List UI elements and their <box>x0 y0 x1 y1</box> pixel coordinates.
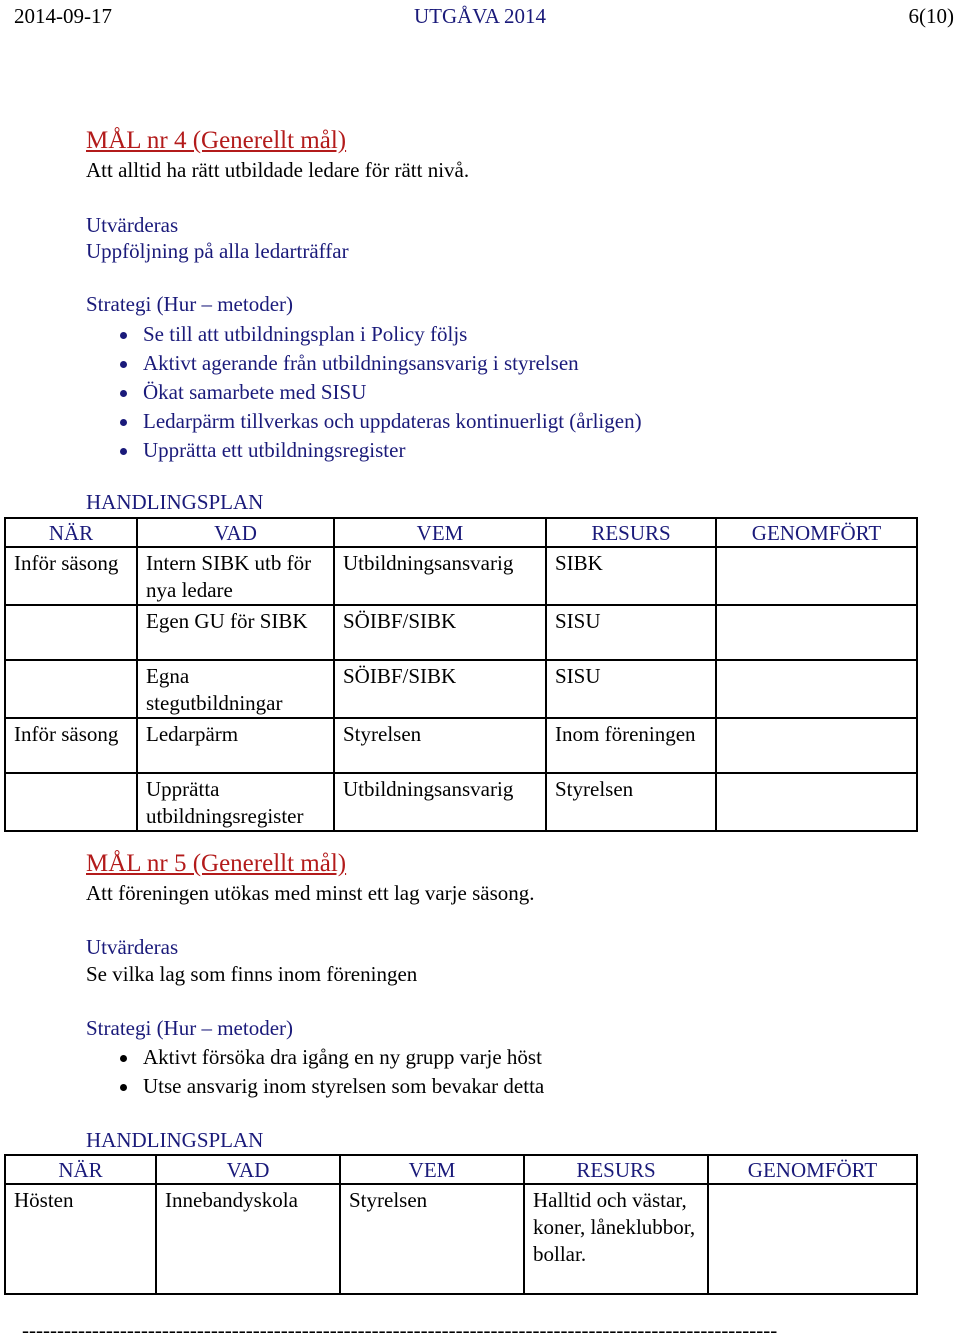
column-header-vem: VEM <box>334 518 546 547</box>
goal5-strategy-list <box>118 1043 544 1101</box>
cell-vad: Egna stegutbildningar <box>137 660 334 718</box>
table-row <box>5 547 917 605</box>
table-row <box>5 1184 917 1294</box>
column-header-resurs: RESURS <box>546 518 716 547</box>
cell-vad: Intern SIBK utb för nya ledare <box>137 547 334 605</box>
column-header-resurs: RESURS <box>524 1155 708 1184</box>
list-item: Aktivt agerande från utbildningsansvarig i styrelsen <box>118 349 642 378</box>
table-header-row <box>5 1155 917 1184</box>
cell-resurs: Styrelsen <box>546 773 716 831</box>
cell-genomfort <box>716 718 917 773</box>
header-page-number: 6(10) <box>908 4 954 28</box>
cell-vem: Utbildningsansvarig <box>334 773 546 831</box>
cell-vem: Styrelsen <box>340 1184 524 1294</box>
cell-vem: SÖIBF/SIBK <box>334 660 546 718</box>
column-header-vad: VAD <box>156 1155 340 1184</box>
goal5-strategy-heading: Strategi (Hur – metoder) <box>86 1016 294 1040</box>
cell-nar <box>5 660 137 718</box>
list-item: Ledarpärm tillverkas och uppdateras kontinuerligt (årligen) <box>118 407 642 436</box>
goal4-strategy-list <box>118 320 642 465</box>
cell-nar: Inför säsong <box>5 718 137 773</box>
goal4-description: Att alltid ha rätt utbildade ledare för rätt nivå. <box>86 158 470 182</box>
cell-vem: Utbildningsansvarig <box>334 547 546 605</box>
column-header-genomfort: GENOMFÖRT <box>708 1155 917 1184</box>
cell-nar: Hösten <box>5 1184 156 1294</box>
goal4-plan-table <box>4 517 918 832</box>
goal4-title: MÅL nr 4 (Generellt mål) <box>86 127 347 154</box>
list-item: Aktivt försöka dra igång en ny grupp varje höst <box>118 1043 544 1072</box>
cell-vad: Ledarpärm <box>137 718 334 773</box>
column-header-vad: VAD <box>137 518 334 547</box>
list-item: Ökat samarbete med SISU <box>118 378 642 407</box>
cell-genomfort <box>716 547 917 605</box>
goal5-title: MÅL nr 5 (Generellt mål) <box>86 850 347 877</box>
table-row <box>5 773 917 831</box>
cell-vad: Upprätta utbildningsregister <box>137 773 334 831</box>
goal5-description: Att föreningen utökas med minst ett lag varje säsong. <box>86 881 535 905</box>
cell-genomfort <box>708 1184 917 1294</box>
list-item: Se till att utbildningsplan i Policy följs <box>118 320 642 349</box>
cell-vem: Styrelsen <box>334 718 546 773</box>
table-row <box>5 718 917 773</box>
cell-resurs: SISU <box>546 605 716 660</box>
cell-vad: Innebandyskola <box>156 1184 340 1294</box>
cell-nar <box>5 605 137 660</box>
table-row <box>5 605 917 660</box>
header-date: 2014-09-17 <box>14 4 112 28</box>
cell-genomfort <box>716 605 917 660</box>
footer-separator: ------------------------------------------------------------------------------------------------------------ <box>22 1318 778 1342</box>
list-item: Upprätta ett utbildningsregister <box>118 436 642 465</box>
cell-vem: SÖIBF/SIBK <box>334 605 546 660</box>
goal4-evaluated-heading: Utvärderas <box>86 213 179 237</box>
goal4-strategy-heading: Strategi (Hur – metoder) <box>86 292 294 316</box>
column-header-nar: NÄR <box>5 518 137 547</box>
column-header-genomfort: GENOMFÖRT <box>716 518 917 547</box>
cell-nar <box>5 773 137 831</box>
cell-resurs: SIBK <box>546 547 716 605</box>
table-header-row <box>5 518 917 547</box>
column-header-vem: VEM <box>340 1155 524 1184</box>
cell-resurs: Halltid och västar, koner, låneklubbor, bollar. <box>524 1184 708 1294</box>
header-edition: UTGÅVA 2014 <box>413 4 547 28</box>
list-item: Utse ansvarig inom styrelsen som bevakar detta <box>118 1072 544 1101</box>
page-header <box>0 4 960 30</box>
column-header-nar: NÄR <box>5 1155 156 1184</box>
cell-vad: Egen GU för SIBK <box>137 605 334 660</box>
goal5-plan-heading: HANDLINGSPLAN <box>86 1128 264 1152</box>
cell-genomfort <box>716 660 917 718</box>
goal5-evaluated-text: Se vilka lag som finns inom föreningen <box>86 962 418 986</box>
goal4-plan-heading: HANDLINGSPLAN <box>86 490 264 514</box>
cell-genomfort <box>716 773 917 831</box>
table-row <box>5 660 917 718</box>
cell-nar: Inför säsong <box>5 547 137 605</box>
goal5-evaluated-heading: Utvärderas <box>86 935 179 959</box>
goal4-evaluated-text: Uppföljning på alla ledarträffar <box>86 239 349 263</box>
goal5-plan-table <box>4 1154 918 1295</box>
cell-resurs: Inom föreningen <box>546 718 716 773</box>
cell-resurs: SISU <box>546 660 716 718</box>
